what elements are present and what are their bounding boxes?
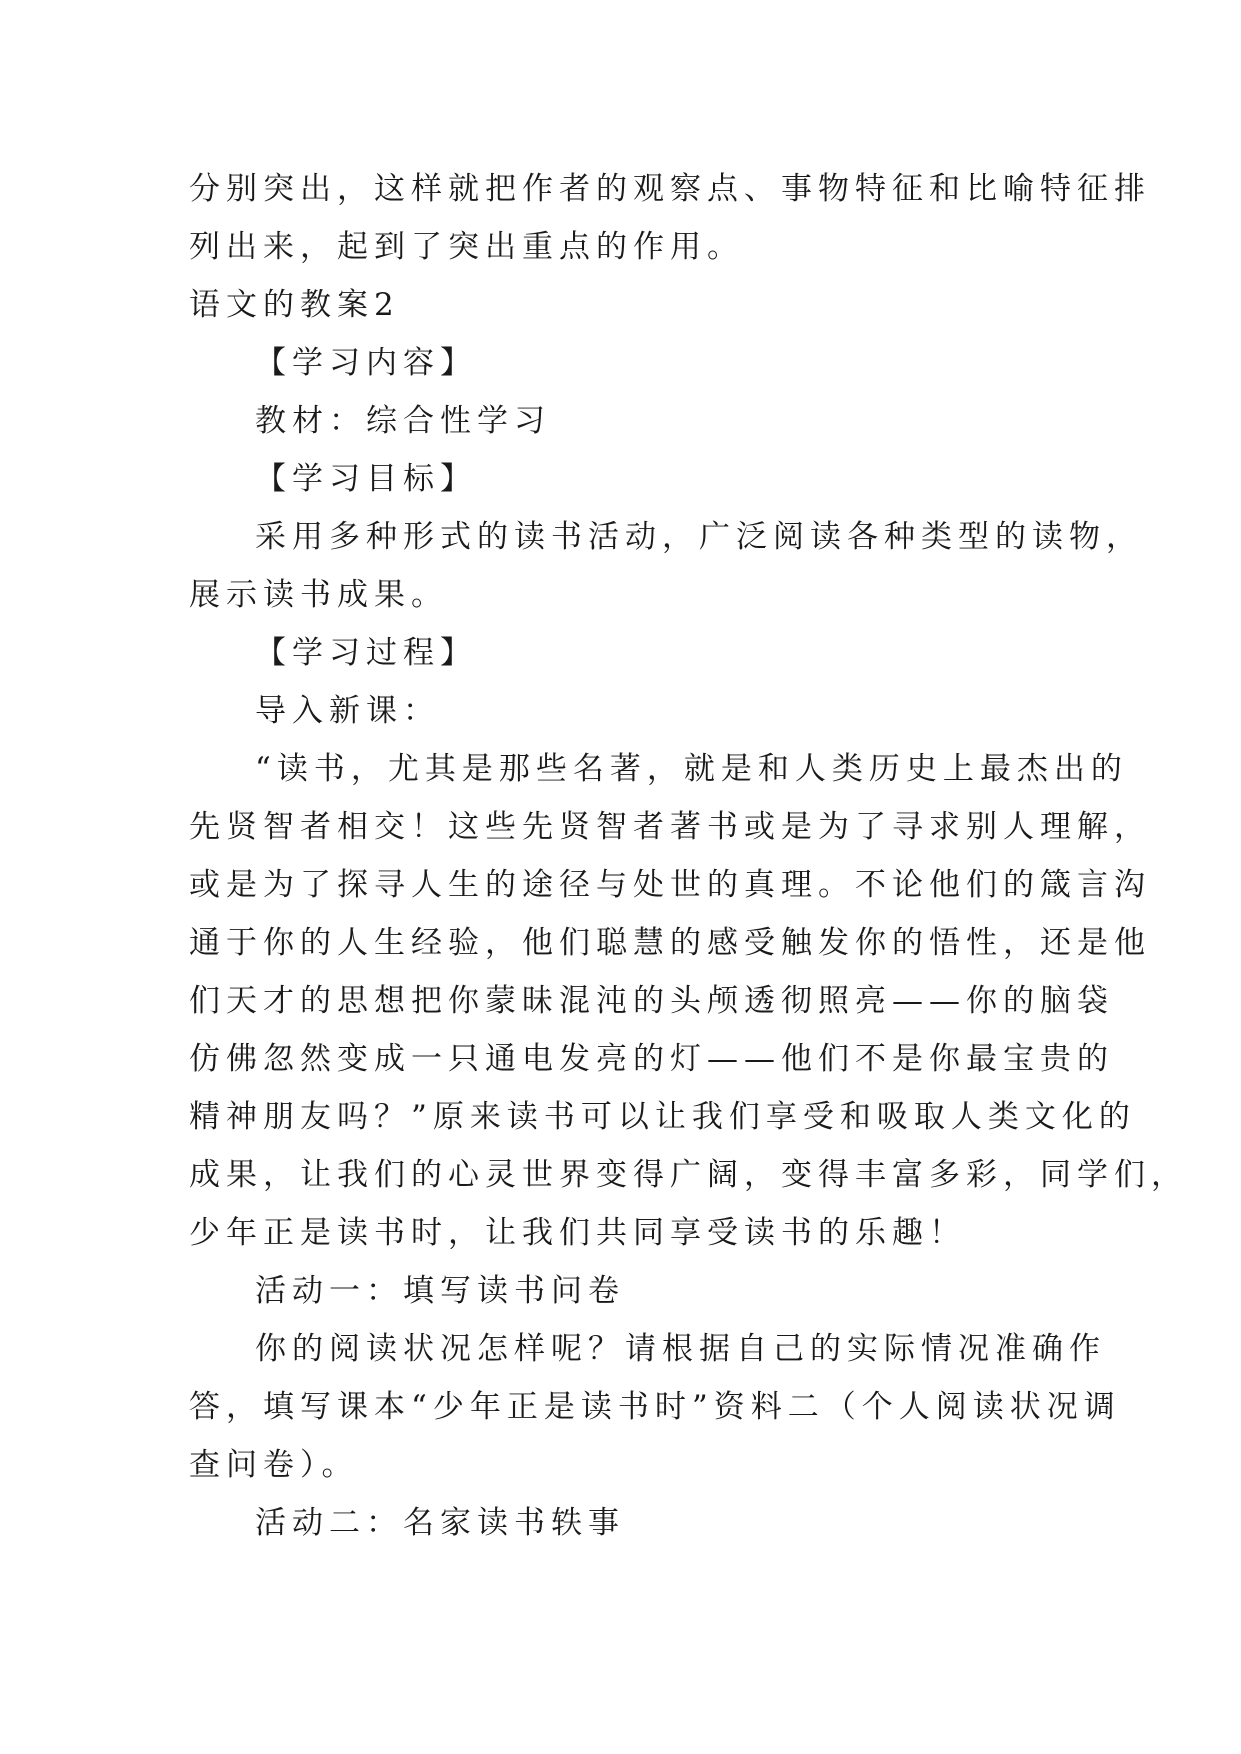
activity-two-heading: 活动二：名家读书轶事: [255, 1505, 625, 1541]
quote-line: 先贤智者相交！这些先贤智者著书或是为了寻求别人理解，: [189, 809, 1151, 845]
subheading-learning-process: 【学习过程】: [255, 635, 477, 671]
quote-line: 通于你的人生经验，他们聪慧的感受触发你的悟性，还是他: [189, 925, 1151, 961]
paragraph-line: 查问卷）。: [189, 1447, 359, 1483]
activity-one-heading: 活动一：填写读书问卷: [255, 1273, 625, 1309]
paragraph-line: 你的阅读状况怎样呢？请根据自己的实际情况准确作: [255, 1331, 1106, 1367]
quote-line: “读书，尤其是那些名著，就是和人类历史上最杰出的: [255, 751, 1128, 787]
subheading-learning-content: 【学习内容】: [255, 345, 477, 381]
paragraph-line: 采用多种形式的读书活动，广泛阅读各种类型的读物，: [255, 519, 1143, 555]
paragraph-line: 分别突出，这样就把作者的观察点、事物特征和比喻特征排: [189, 171, 1151, 207]
paragraph-line: 少年正是读书时，让我们共同享受读书的乐趣！: [189, 1215, 966, 1251]
paragraph-line: 展示读书成果。: [189, 577, 448, 613]
paragraph-line: 列出来，起到了突出重点的作用。: [189, 229, 744, 265]
paragraph-line: 导入新课：: [255, 693, 440, 729]
paragraph-line: 答，填写课本“少年正是读书时”资料二（个人阅读状况调: [189, 1389, 1121, 1425]
paragraph-line: 教材：综合性学习: [255, 403, 551, 439]
quote-line: 精神朋友吗？”原来读书可以让我们享受和吸取人类文化的: [189, 1099, 1136, 1135]
quote-line: 们天才的思想把你蒙昧混沌的头颅透彻照亮——你的脑袋: [189, 983, 1114, 1019]
subheading-learning-goals: 【学习目标】: [255, 461, 477, 497]
section-heading: 语文的教案2: [189, 287, 400, 323]
paragraph-line: 成果，让我们的心灵世界变得广阔，变得丰富多彩，同学们，: [189, 1157, 1188, 1193]
quote-line: 仿佛忽然变成一只通电发亮的灯——他们不是你最宝贵的: [189, 1041, 1114, 1077]
quote-line: 或是为了探寻人生的途径与处世的真理。不论他们的箴言沟: [189, 867, 1151, 903]
document-body: [189, 160, 1188, 1552]
